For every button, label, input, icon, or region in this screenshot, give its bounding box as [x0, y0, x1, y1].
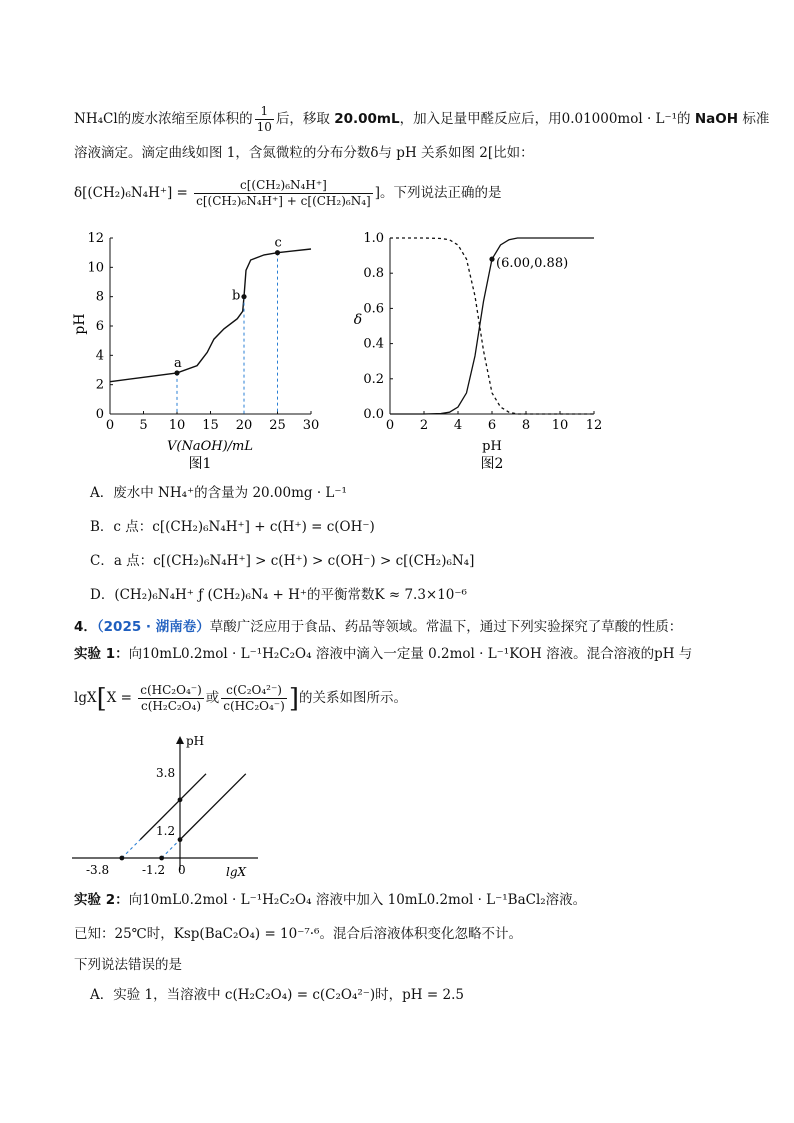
left-bracket: [: [96, 683, 107, 714]
fraction-den: 10: [256, 120, 272, 134]
fig1-x-tick-label: 5: [139, 418, 148, 433]
fig3-line1-dashed: [122, 840, 140, 858]
fig1-titration-line: [110, 249, 311, 382]
q4-option-a: A．实验 1，当溶液中 c(H₂C₂O₄) = c(C₂O₄²⁻)时，pH = 2.5: [90, 987, 464, 1003]
fig3-line2: [180, 774, 246, 840]
naoh-text: NaOH: [694, 111, 739, 127]
volume-value: 20.00mL: [334, 111, 400, 127]
fig2-y-tick-label: 0.6: [363, 301, 384, 317]
fig2-xlabel: pH: [482, 439, 502, 454]
fig2-y-tick-label: 0.2: [363, 371, 384, 387]
exp2-label: 实验 2：: [74, 892, 129, 908]
fig2-x-tick-label: 0: [385, 418, 395, 433]
fig2-x-tick-label: 2: [419, 418, 429, 433]
lgx-text: lgX: [74, 690, 97, 706]
fig1-x-tick-label: 30: [302, 418, 320, 433]
exp2-text: 向10mL0.2mol · L⁻¹H₂C₂O₄ 溶液中加入 10mL0.2mol · L⁻¹BaCl₂溶液。: [128, 892, 587, 908]
option-a: A．废水中 NH₄⁺的含量为 20.00mg · L⁻¹: [90, 485, 347, 501]
fig3-ylabel: pH: [186, 734, 205, 748]
lgx-tail: 的关系如图所示。: [298, 690, 407, 706]
fig1-y-tick-label: 2: [95, 377, 104, 393]
intro-line-1: [74, 104, 769, 135]
question-stem: 草酸广泛应用于食品、药品等领域。常温下，通过下列实验探究了草酸的性质：: [209, 619, 683, 635]
figure-2-distribution-curve: [346, 224, 606, 474]
fig3-label-1.2: 1.2: [156, 824, 176, 838]
fraction-den: c(H₂C₂O₄): [141, 699, 202, 713]
exp1-text: 向10mL0.2mol · L⁻¹H₂C₂O₄ 溶液中滴入一定量 0.2mol · L⁻¹KOH 溶液。混合溶液的pH 与: [128, 646, 693, 662]
or-text: 或: [205, 690, 220, 706]
fig1-x-tick-label: 15: [202, 418, 219, 433]
fig1-x-tick-label: 10: [168, 418, 186, 433]
fig1-point-a: [174, 370, 179, 375]
q4-ask-line: 下列说法错误的是: [74, 957, 182, 973]
option-b: B．c 点：c[(CH₂)₆N₄H⁺] + c(H⁺) = c(OH⁻): [90, 519, 375, 535]
fig2-x-tick-label: 12: [585, 418, 603, 433]
fraction-num: c[(CH₂)₆N₄H⁺]: [194, 178, 373, 194]
fig1-x-tick-label: 20: [235, 418, 253, 433]
fig2-y-tick-label: 0.4: [363, 336, 384, 352]
delta-fraction: [194, 178, 373, 209]
intro-text: 后，移取: [275, 111, 335, 127]
figure-3-ph-lgx: [68, 730, 268, 880]
fig3-label-neg1.2: -1.2: [142, 863, 166, 877]
fraction: [255, 104, 274, 135]
q4-stem-line: [74, 617, 682, 637]
fig3-y-arrow: [176, 736, 184, 744]
fig3-label-0: 0: [178, 863, 186, 877]
fig1-caption: 图1: [188, 456, 212, 472]
fraction-2: [221, 683, 287, 714]
fig1-y-tick-label: 10: [87, 260, 104, 276]
fig2-y-tick-label: 1.0: [363, 231, 384, 246]
intro-text: ]。下列说法正确的是: [374, 185, 502, 201]
intro-line-3: [74, 178, 501, 209]
fig3-point: [178, 837, 183, 842]
fig3-xlabel: lgX: [226, 865, 247, 879]
fig1-y-tick-label: 4: [95, 348, 104, 364]
option-c: C．a 点：c[(CH₂)₆N₄H⁺] > c(H⁺) > c(OH⁻) > c[(CH₂)₆N₄]: [90, 553, 475, 569]
intro-text: ，加入足量甲醛反应后，用0.01000mol · L⁻¹的: [399, 111, 695, 127]
fig3-point: [178, 797, 183, 802]
fraction-1: [138, 683, 204, 714]
question-source: （2025 · 湖南卷）: [96, 619, 210, 635]
fig2-annotation-point: [489, 257, 494, 262]
x-eq: X =: [106, 690, 132, 706]
fig3-label-3.8: 3.8: [156, 766, 176, 780]
fraction-den: c[(CH₂)₆N₄H⁺] + c[(CH₂)₆N₄]: [196, 194, 371, 208]
fig1-ylabel: pH: [72, 313, 88, 335]
q4-exp2-line: [74, 890, 586, 910]
fig3-point: [119, 856, 124, 861]
fig1-x-tick-label: 25: [269, 418, 286, 433]
fraction-num: c(HC₂O₄⁻): [140, 683, 202, 697]
fig1-y-tick-label: 8: [95, 289, 104, 305]
fig2-x-tick-label: 6: [487, 418, 497, 433]
fig2-x-tick-label: 8: [521, 418, 531, 433]
fig2-caption: 图2: [480, 456, 504, 472]
fig2-annotation: (6.00,0.88): [496, 256, 569, 271]
fig1-xlabel: V(NaOH)/mL: [167, 439, 253, 454]
fraction-num: 1: [255, 104, 274, 120]
fig1-x-tick-label: 0: [105, 418, 115, 433]
q4-exp1-line: [74, 644, 692, 664]
fig1-y-tick-label: 12: [87, 231, 104, 246]
fig3-line2-dashed: [162, 840, 180, 858]
intro-text: 标准: [738, 111, 770, 127]
fig1-point-b: [241, 294, 246, 299]
fig2-y-tick-label: 0.0: [363, 407, 384, 422]
q4-known-line: 已知：25℃时，Ksp(BaC₂O₄) = 10⁻⁷·⁶。混合后溶液体积变化忽略不计。: [74, 926, 522, 942]
intro-line-2: 溶液滴定。滴定曲线如图 1，含氮微粒的分布分数δ与 pH 关系如图 2[比如：: [74, 145, 534, 161]
fig1-point-label: a: [174, 355, 182, 371]
right-bracket: ]: [288, 683, 299, 714]
fig2-x-tick-label: 4: [453, 418, 463, 433]
delta-def: δ[(CH₂)₆N₄H⁺] =: [74, 185, 188, 201]
fig2-ylabel: δ: [353, 312, 363, 328]
exp1-label: 实验 1：: [74, 646, 129, 662]
fig1-point-label: b: [232, 288, 241, 304]
fig3-point: [159, 856, 164, 861]
fraction-num: c(C₂O₄²⁻): [221, 683, 287, 699]
fig1-point-label: c: [274, 235, 282, 251]
fig2-x-tick-label: 10: [551, 418, 569, 433]
question-number: 4．: [74, 619, 97, 635]
fig1-y-tick-label: 6: [95, 319, 104, 334]
q4-lgx-line: [74, 683, 407, 714]
intro-text: NH₄Cl的废水浓缩至原体积的: [74, 111, 253, 127]
fig2-y-tick-label: 0.8: [363, 266, 384, 282]
fig1-y-tick-label: 0: [95, 407, 104, 422]
fraction-den: c(HC₂O₄⁻): [223, 699, 285, 713]
option-d: D．(CH₂)₆N₄H⁺ ƒ (CH₂)₆N₄ + H⁺的平衡常数K ≈ 7.3×10⁻⁶: [90, 587, 467, 603]
fig3-label-neg3.8: -3.8: [86, 863, 110, 877]
fig1-point-c: [275, 250, 280, 255]
